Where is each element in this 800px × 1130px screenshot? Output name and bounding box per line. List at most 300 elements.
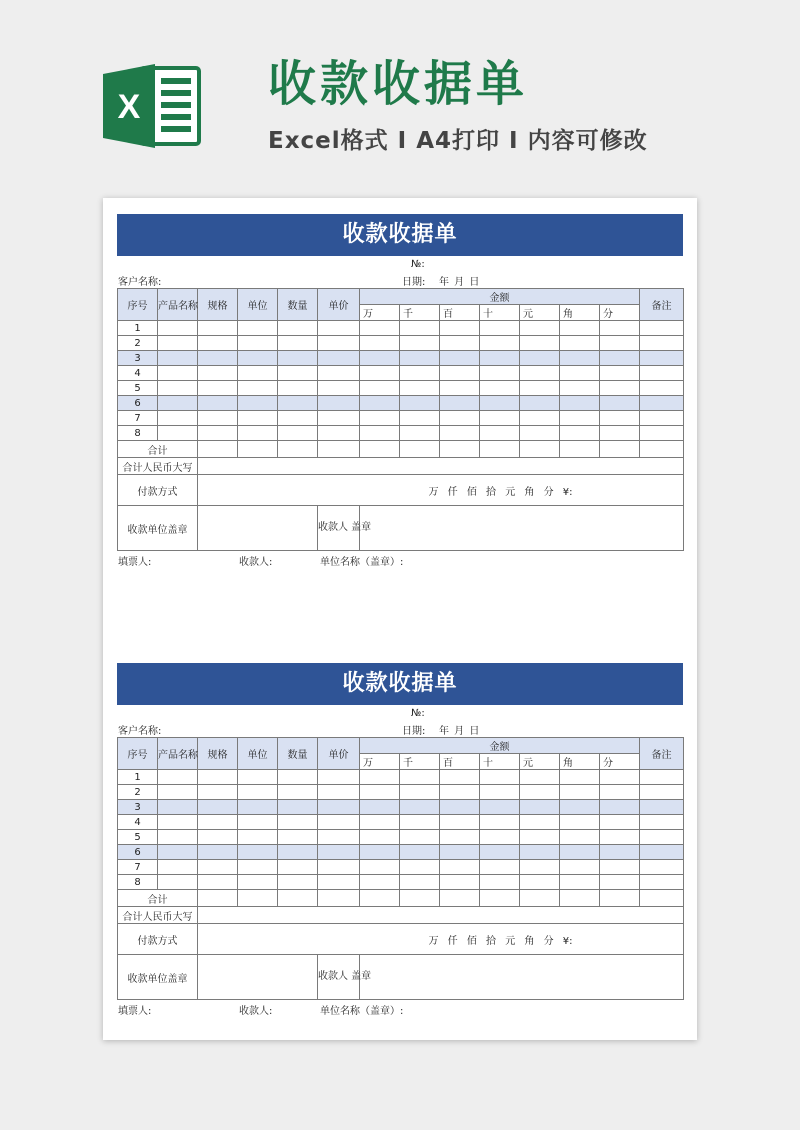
- rmb-upper-label: 合计人民币大写: [118, 907, 198, 924]
- table-cell[interactable]: [318, 875, 360, 890]
- table-cell[interactable]: [480, 381, 520, 396]
- table-cell[interactable]: [278, 860, 318, 875]
- table-cell[interactable]: [278, 336, 318, 351]
- table-cell[interactable]: [158, 830, 198, 845]
- table-cell[interactable]: [440, 875, 480, 890]
- table-cell[interactable]: [198, 336, 238, 351]
- row-number: 7: [118, 411, 158, 426]
- table-cell[interactable]: [600, 875, 640, 890]
- table-cell[interactable]: [520, 830, 560, 845]
- table-cell[interactable]: [238, 785, 278, 800]
- receipt-number-label: №:: [411, 259, 425, 270]
- table-cell[interactable]: [360, 800, 400, 815]
- table-cell[interactable]: [440, 351, 480, 366]
- table-cell[interactable]: [640, 381, 684, 396]
- table-cell[interactable]: [278, 396, 318, 411]
- table-cell[interactable]: [158, 875, 198, 890]
- table-cell[interactable]: [520, 875, 560, 890]
- table-cell[interactable]: [440, 800, 480, 815]
- table-cell[interactable]: [158, 770, 198, 785]
- table-cell[interactable]: [480, 770, 520, 785]
- table-cell[interactable]: [198, 830, 238, 845]
- table-cell[interactable]: [198, 860, 238, 875]
- total-cell[interactable]: [560, 890, 600, 907]
- table-row: [118, 830, 684, 845]
- table-cell[interactable]: [440, 845, 480, 860]
- total-cell[interactable]: [198, 441, 238, 458]
- table-cell[interactable]: [440, 336, 480, 351]
- total-cell[interactable]: [480, 890, 520, 907]
- table-cell[interactable]: [480, 351, 520, 366]
- table-cell[interactable]: [278, 800, 318, 815]
- table-cell[interactable]: [400, 336, 440, 351]
- table-cell[interactable]: [318, 426, 360, 441]
- table-cell[interactable]: [360, 770, 400, 785]
- table-cell[interactable]: [198, 366, 238, 381]
- table-cell[interactable]: [158, 381, 198, 396]
- table-cell[interactable]: [278, 351, 318, 366]
- payee-unit-stamp-label: 收款单位盖章: [118, 955, 198, 1000]
- table-cell[interactable]: [480, 845, 520, 860]
- table-cell[interactable]: [360, 860, 400, 875]
- total-cell[interactable]: [198, 890, 238, 907]
- table-cell[interactable]: [360, 785, 400, 800]
- receipt-footer: [117, 1000, 683, 1016]
- table-cell[interactable]: [560, 875, 600, 890]
- table-cell[interactable]: [400, 396, 440, 411]
- table-cell[interactable]: [600, 785, 640, 800]
- table-cell[interactable]: [198, 875, 238, 890]
- table-cell[interactable]: [640, 845, 684, 860]
- total-cell[interactable]: [238, 890, 278, 907]
- table-cell[interactable]: [158, 785, 198, 800]
- table-cell[interactable]: [440, 396, 480, 411]
- total-cell[interactable]: [360, 890, 400, 907]
- table-cell[interactable]: [600, 800, 640, 815]
- client-name-label: 客户名称:: [118, 277, 162, 288]
- table-cell[interactable]: [238, 366, 278, 381]
- digit-unit-header: 百: [440, 754, 480, 770]
- col-header-unit: 单位: [238, 738, 278, 770]
- payee-unit-stamp-label: 收款单位盖章: [118, 506, 198, 551]
- paper-sheet: [103, 198, 697, 1040]
- table-cell[interactable]: [560, 785, 600, 800]
- digit-unit-header: 角: [560, 305, 600, 321]
- col-header-seq: 序号: [118, 289, 158, 321]
- table-cell[interactable]: [640, 800, 684, 815]
- table-cell[interactable]: [318, 830, 360, 845]
- table-cell[interactable]: [600, 336, 640, 351]
- col-header-remark: 备注: [640, 289, 684, 321]
- table-cell[interactable]: [238, 381, 278, 396]
- payment-amount-line: 万 仟 佰 拾 元 角 分 ¥:: [198, 924, 684, 955]
- table-cell[interactable]: [318, 860, 360, 875]
- rmb-upper-label: 合计人民币大写: [118, 458, 198, 475]
- total-cell[interactable]: [278, 890, 318, 907]
- table-cell[interactable]: [480, 321, 520, 336]
- table-cell[interactable]: [560, 860, 600, 875]
- table-row: [118, 351, 684, 366]
- table-cell[interactable]: [600, 381, 640, 396]
- table-cell[interactable]: [520, 845, 560, 860]
- total-cell[interactable]: [400, 441, 440, 458]
- table-cell[interactable]: [318, 366, 360, 381]
- table-cell[interactable]: [198, 845, 238, 860]
- table-cell[interactable]: [600, 396, 640, 411]
- rmb-upper-field[interactable]: [198, 458, 684, 475]
- table-cell[interactable]: [318, 815, 360, 830]
- total-cell[interactable]: [640, 441, 684, 458]
- col-header-qty: 数量: [278, 289, 318, 321]
- row-number: 4: [118, 366, 158, 381]
- table-cell[interactable]: [480, 800, 520, 815]
- payment-method-label: 付款方式: [118, 924, 198, 955]
- table-cell[interactable]: [560, 396, 600, 411]
- table-cell[interactable]: [400, 770, 440, 785]
- table-cell[interactable]: [238, 830, 278, 845]
- table-cell[interactable]: [198, 770, 238, 785]
- table-cell[interactable]: [560, 426, 600, 441]
- table-row: [118, 396, 684, 411]
- table-cell[interactable]: [360, 875, 400, 890]
- table-cell[interactable]: [440, 860, 480, 875]
- table-cell[interactable]: [560, 830, 600, 845]
- total-cell[interactable]: [400, 890, 440, 907]
- table-cell[interactable]: [400, 875, 440, 890]
- table-cell[interactable]: [158, 800, 198, 815]
- table-cell[interactable]: [440, 366, 480, 381]
- table-cell[interactable]: [440, 381, 480, 396]
- receipt-form: [117, 214, 683, 567]
- table-cell[interactable]: [520, 770, 560, 785]
- total-cell[interactable]: [480, 441, 520, 458]
- col-header-remark: 备注: [640, 738, 684, 770]
- col-header-spec: 规格: [198, 738, 238, 770]
- table-cell[interactable]: [640, 860, 684, 875]
- table-cell[interactable]: [520, 426, 560, 441]
- table-cell[interactable]: [158, 426, 198, 441]
- table-cell[interactable]: [440, 785, 480, 800]
- table-cell[interactable]: [400, 815, 440, 830]
- table-cell[interactable]: [318, 381, 360, 396]
- table-cell[interactable]: [238, 875, 278, 890]
- table-cell[interactable]: [520, 860, 560, 875]
- total-cell[interactable]: [238, 441, 278, 458]
- table-cell[interactable]: [640, 396, 684, 411]
- table-cell[interactable]: [238, 336, 278, 351]
- table-cell[interactable]: [560, 815, 600, 830]
- table-cell[interactable]: [360, 845, 400, 860]
- total-cell[interactable]: [440, 441, 480, 458]
- table-cell[interactable]: [640, 426, 684, 441]
- total-cell[interactable]: [560, 441, 600, 458]
- table-cell[interactable]: [318, 336, 360, 351]
- digit-unit-header: 元: [520, 305, 560, 321]
- receiver-label: 收款人:: [239, 557, 273, 568]
- table-cell[interactable]: [640, 770, 684, 785]
- table-cell[interactable]: [440, 321, 480, 336]
- table-cell[interactable]: [480, 396, 520, 411]
- table-cell[interactable]: [400, 830, 440, 845]
- table-cell[interactable]: [600, 770, 640, 785]
- table-cell[interactable]: [318, 321, 360, 336]
- table-cell[interactable]: [278, 366, 318, 381]
- table-cell[interactable]: [600, 815, 640, 830]
- table-cell[interactable]: [198, 351, 238, 366]
- table-cell[interactable]: [520, 321, 560, 336]
- table-cell[interactable]: [560, 366, 600, 381]
- col-header-spec: 规格: [198, 289, 238, 321]
- table-cell[interactable]: [480, 815, 520, 830]
- table-cell[interactable]: [278, 875, 318, 890]
- excel-logo-letter: X: [117, 88, 141, 126]
- table-cell[interactable]: [278, 426, 318, 441]
- filler-label: 填票人:: [118, 557, 152, 568]
- table-cell[interactable]: [440, 426, 480, 441]
- table-cell[interactable]: [600, 366, 640, 381]
- table-cell[interactable]: [198, 396, 238, 411]
- table-cell[interactable]: [640, 785, 684, 800]
- table-cell[interactable]: [198, 411, 238, 426]
- table-cell[interactable]: [520, 381, 560, 396]
- receipt-table: [117, 288, 684, 551]
- table-cell[interactable]: [318, 770, 360, 785]
- page-header: [0, 0, 800, 190]
- table-cell[interactable]: [278, 321, 318, 336]
- table-cell[interactable]: [158, 336, 198, 351]
- payee-unit-stamp-field[interactable]: [198, 506, 318, 551]
- receiver-label: 收款人:: [239, 1006, 273, 1017]
- table-cell[interactable]: [600, 351, 640, 366]
- table-cell[interactable]: [520, 366, 560, 381]
- table-cell[interactable]: [198, 815, 238, 830]
- date-fields: 年 月 日: [439, 277, 480, 288]
- table-cell[interactable]: [238, 770, 278, 785]
- table-cell[interactable]: [198, 381, 238, 396]
- receiver-stamp-field[interactable]: [360, 955, 684, 1000]
- table-cell[interactable]: [600, 845, 640, 860]
- table-cell[interactable]: [400, 426, 440, 441]
- table-cell[interactable]: [278, 845, 318, 860]
- digit-unit-header: 千: [400, 305, 440, 321]
- col-header-amount: 金额: [360, 289, 640, 305]
- table-cell[interactable]: [238, 845, 278, 860]
- table-cell[interactable]: [480, 366, 520, 381]
- table-cell[interactable]: [640, 830, 684, 845]
- receipt-meta: [117, 705, 683, 737]
- table-cell[interactable]: [440, 830, 480, 845]
- table-row: [118, 770, 684, 785]
- table-cell[interactable]: [440, 770, 480, 785]
- table-cell[interactable]: [158, 845, 198, 860]
- total-cell[interactable]: [318, 441, 360, 458]
- table-cell[interactable]: [520, 351, 560, 366]
- table-cell[interactable]: [400, 381, 440, 396]
- table-cell[interactable]: [480, 830, 520, 845]
- receiver-stamp-label: 收款人 盖章: [318, 506, 360, 551]
- table-cell[interactable]: [238, 815, 278, 830]
- table-row: [118, 815, 684, 830]
- table-cell[interactable]: [198, 426, 238, 441]
- table-cell[interactable]: [400, 411, 440, 426]
- table-cell[interactable]: [360, 426, 400, 441]
- table-cell[interactable]: [560, 351, 600, 366]
- table-cell[interactable]: [318, 785, 360, 800]
- rmb-upper-field[interactable]: [198, 907, 684, 924]
- table-cell[interactable]: [480, 860, 520, 875]
- row-number: 3: [118, 800, 158, 815]
- filler-label: 填票人:: [118, 1006, 152, 1017]
- table-cell[interactable]: [520, 396, 560, 411]
- table-cell[interactable]: [360, 381, 400, 396]
- table-cell[interactable]: [400, 321, 440, 336]
- date-fields: 年 月 日: [439, 726, 480, 737]
- table-cell[interactable]: [560, 381, 600, 396]
- digit-unit-header: 元: [520, 754, 560, 770]
- table-cell[interactable]: [238, 426, 278, 441]
- table-cell[interactable]: [158, 396, 198, 411]
- receipt-form: [117, 663, 683, 1016]
- total-cell[interactable]: [520, 441, 560, 458]
- table-cell[interactable]: [600, 860, 640, 875]
- table-cell[interactable]: [278, 815, 318, 830]
- table-cell[interactable]: [158, 366, 198, 381]
- table-cell[interactable]: [158, 860, 198, 875]
- total-cell[interactable]: [600, 441, 640, 458]
- table-cell[interactable]: [360, 366, 400, 381]
- table-row: [118, 845, 684, 860]
- col-header-price: 单价: [318, 738, 360, 770]
- table-cell[interactable]: [400, 800, 440, 815]
- table-cell[interactable]: [278, 381, 318, 396]
- table-cell[interactable]: [480, 785, 520, 800]
- total-cell[interactable]: [360, 441, 400, 458]
- total-cell[interactable]: [640, 890, 684, 907]
- table-cell[interactable]: [360, 815, 400, 830]
- table-cell[interactable]: [278, 411, 318, 426]
- table-cell[interactable]: [400, 860, 440, 875]
- row-number: 1: [118, 770, 158, 785]
- table-row: [118, 366, 684, 381]
- col-header-product: 产品名称: [158, 738, 198, 770]
- table-cell[interactable]: [318, 411, 360, 426]
- table-cell[interactable]: [278, 770, 318, 785]
- table-cell[interactable]: [560, 321, 600, 336]
- table-cell[interactable]: [158, 815, 198, 830]
- table-cell[interactable]: [318, 800, 360, 815]
- table-cell[interactable]: [360, 411, 400, 426]
- receipt-footer: [117, 551, 683, 567]
- table-cell[interactable]: [238, 860, 278, 875]
- table-cell[interactable]: [278, 830, 318, 845]
- table-cell[interactable]: [480, 875, 520, 890]
- total-cell[interactable]: [318, 890, 360, 907]
- receiver-stamp-field[interactable]: [360, 506, 684, 551]
- table-cell[interactable]: [238, 800, 278, 815]
- table-cell[interactable]: [360, 321, 400, 336]
- digit-unit-header: 分: [600, 754, 640, 770]
- row-number: 5: [118, 381, 158, 396]
- table-cell[interactable]: [198, 800, 238, 815]
- table-cell[interactable]: [480, 336, 520, 351]
- table-cell[interactable]: [640, 336, 684, 351]
- table-cell[interactable]: [520, 785, 560, 800]
- total-cell[interactable]: [520, 890, 560, 907]
- table-cell[interactable]: [560, 845, 600, 860]
- table-cell[interactable]: [560, 336, 600, 351]
- table-cell[interactable]: [440, 411, 480, 426]
- table-cell[interactable]: [400, 366, 440, 381]
- table-cell[interactable]: [360, 351, 400, 366]
- table-cell[interactable]: [640, 321, 684, 336]
- total-cell[interactable]: [278, 441, 318, 458]
- table-cell[interactable]: [238, 396, 278, 411]
- table-cell[interactable]: [238, 411, 278, 426]
- table-cell[interactable]: [238, 321, 278, 336]
- table-cell[interactable]: [360, 830, 400, 845]
- row-number: 2: [118, 336, 158, 351]
- receiver-stamp-label: 收款人 盖章: [318, 955, 360, 1000]
- table-cell[interactable]: [318, 351, 360, 366]
- table-cell[interactable]: [520, 815, 560, 830]
- table-cell[interactable]: [560, 411, 600, 426]
- table-cell[interactable]: [640, 411, 684, 426]
- table-cell[interactable]: [600, 426, 640, 441]
- total-cell[interactable]: [600, 890, 640, 907]
- table-row: [118, 800, 684, 815]
- table-cell[interactable]: [560, 800, 600, 815]
- receipt-meta: [117, 256, 683, 288]
- table-cell[interactable]: [360, 396, 400, 411]
- table-cell[interactable]: [520, 411, 560, 426]
- table-cell[interactable]: [318, 396, 360, 411]
- table-cell[interactable]: [158, 351, 198, 366]
- table-cell[interactable]: [158, 411, 198, 426]
- table-cell[interactable]: [400, 351, 440, 366]
- receipt-banner-title: 收款收据单: [117, 214, 683, 256]
- table-cell[interactable]: [640, 351, 684, 366]
- digit-unit-header: 千: [400, 754, 440, 770]
- table-cell[interactable]: [520, 800, 560, 815]
- table-cell[interactable]: [480, 411, 520, 426]
- table-cell[interactable]: [318, 845, 360, 860]
- table-cell[interactable]: [198, 785, 238, 800]
- table-cell[interactable]: [600, 830, 640, 845]
- table-cell[interactable]: [640, 815, 684, 830]
- table-cell[interactable]: [400, 785, 440, 800]
- table-cell[interactable]: [560, 770, 600, 785]
- table-cell[interactable]: [238, 351, 278, 366]
- table-cell[interactable]: [600, 411, 640, 426]
- table-cell[interactable]: [198, 321, 238, 336]
- table-cell[interactable]: [520, 336, 560, 351]
- table-cell[interactable]: [278, 785, 318, 800]
- table-cell[interactable]: [400, 845, 440, 860]
- table-row: [118, 875, 684, 890]
- table-cell[interactable]: [440, 815, 480, 830]
- table-cell[interactable]: [360, 336, 400, 351]
- digit-unit-header: 百: [440, 305, 480, 321]
- payee-unit-stamp-field[interactable]: [198, 955, 318, 1000]
- total-cell[interactable]: [440, 890, 480, 907]
- total-label: 合计: [118, 441, 198, 458]
- table-row: [118, 785, 684, 800]
- table-cell[interactable]: [640, 875, 684, 890]
- table-cell[interactable]: [158, 321, 198, 336]
- table-cell[interactable]: [600, 321, 640, 336]
- table-cell[interactable]: [480, 426, 520, 441]
- table-cell[interactable]: [640, 366, 684, 381]
